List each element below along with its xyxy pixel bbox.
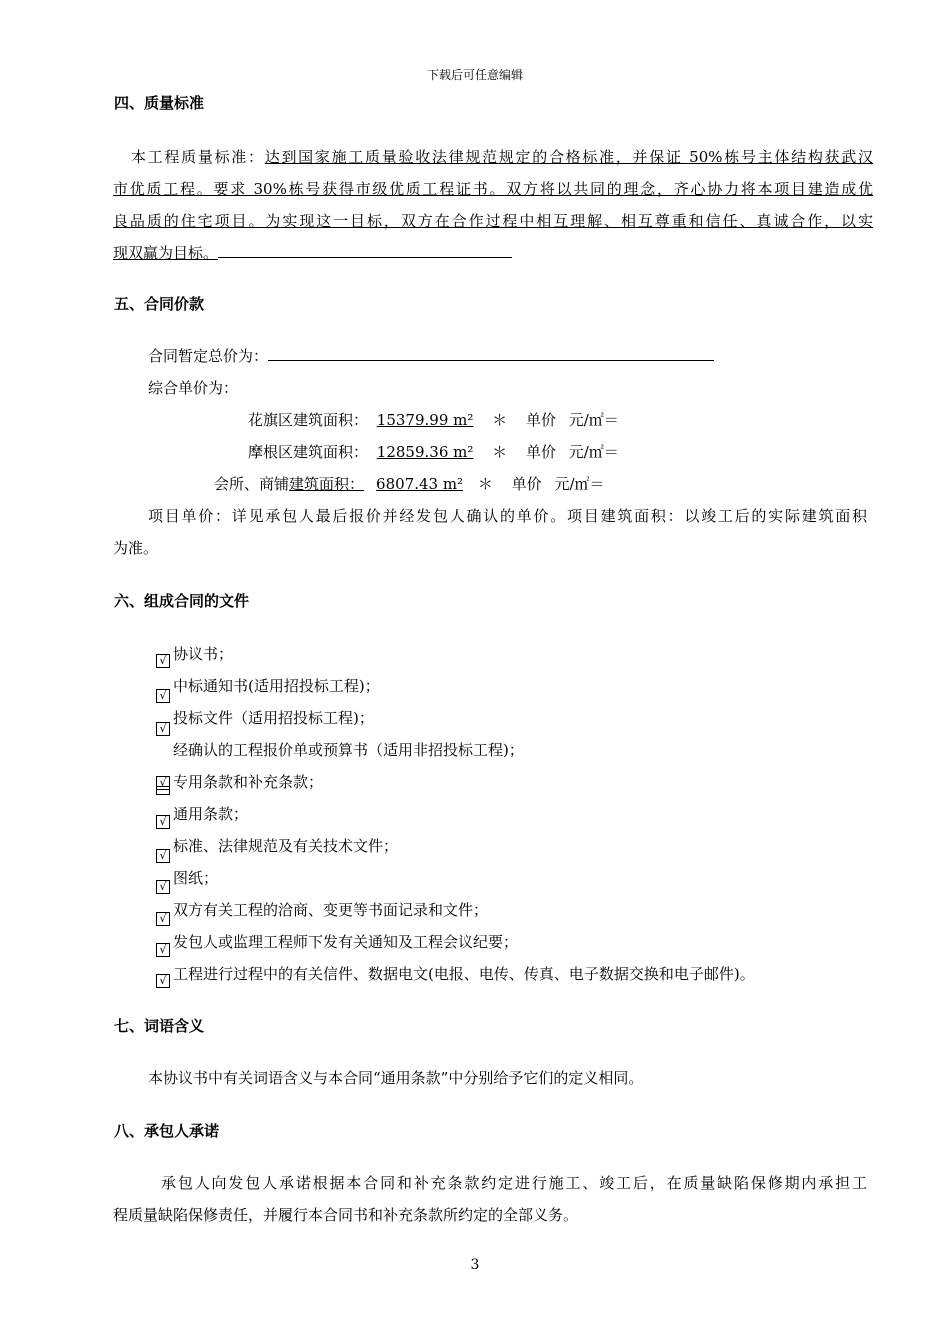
check-icon: √ (156, 849, 170, 863)
document-item: 双方有关工程的洽商、变更等书面记录和文件； (173, 901, 489, 919)
quality-line-4-text: 现双赢为目标。 (113, 244, 219, 262)
check-icon (156, 786, 170, 795)
check-icon: √ (156, 974, 170, 988)
price-row-unit: 元/㎡＝ (554, 475, 605, 493)
quality-line-2: 市优质工程。要求 30%栋号获得市级优质工程证书。双方将以共同的理念，齐心协力将本项目建造成优 (113, 180, 873, 198)
page-number: 3 (470, 1257, 480, 1273)
document-item: 投标文件（适用招投标工程)； (173, 709, 374, 727)
price-row-huaqi (248, 409, 619, 430)
price-row-op: ＊ (492, 443, 508, 461)
price-row-label: 建筑面积： (289, 475, 365, 493)
promise-line-2: 程质量缺陷保修责任，并履行本合同书和补充条款所约定的全部义务。 (113, 1206, 579, 1224)
unit-price-label: 综合单价为： (148, 379, 239, 397)
document-item: 通用条款； (173, 805, 249, 823)
section-heading-promise: 八、承包人承诺 (114, 1122, 220, 1140)
price-note-line-2: 为准。 (113, 539, 159, 557)
total-price-row (148, 345, 714, 366)
check-icon: √ (156, 912, 170, 926)
quality-line-3: 良品质的住宅项目。为实现这一目标，双方在合作过程中相互理解、相互尊重和信任、真诚合作，以实 (113, 212, 873, 230)
document-item: 工程进行过程中的有关信件、数据电文(电报、电传、传真、电子数据交换和电子邮件)。 (173, 965, 755, 983)
page-header: 下载后可任意编辑 (426, 68, 523, 82)
document-item: 发包人或监理工程师下发有关通知及工程会议纪要； (173, 933, 519, 951)
section-heading-documents: 六、组成合同的文件 (114, 592, 250, 610)
quality-lead: 本工程质量标准： (131, 148, 265, 166)
quality-line-4 (113, 242, 512, 263)
document-item: 图纸； (173, 869, 219, 887)
price-row-area: 6807.43 m² (376, 475, 464, 493)
check-icon: √ (156, 689, 170, 703)
price-row-unit: 元/㎡＝ (568, 443, 619, 461)
price-row-clubhouse (214, 473, 605, 494)
price-row-label: 摩根区建筑面积： (248, 443, 369, 461)
price-row-op: ＊ (492, 411, 508, 429)
document-item: 经确认的工程报价单或预算书（适用非招投标工程)； (173, 741, 524, 759)
check-icon: √ (156, 654, 170, 668)
total-price-blank (268, 359, 714, 361)
price-row-area: 12859.36 m² (376, 443, 474, 461)
price-row-label: 花旗区建筑面积： (248, 411, 369, 429)
document-item: 专用条款和补充条款； (173, 773, 324, 791)
total-price-label: 合同暂定总价为： (148, 347, 269, 365)
document-item: 中标通知书(适用招投标工程)； (173, 677, 380, 695)
price-row-label-prefix: 会所、商铺 (214, 475, 290, 493)
price-row-op: ＊ (477, 475, 493, 493)
terms-text: 本协议书中有关词语含义与本合同“通用条款”中分别给予它们的定义相同。 (148, 1069, 644, 1087)
section-heading-price: 五、合同价款 (114, 295, 205, 313)
check-icon: √ (156, 880, 170, 894)
quality-line-1 (113, 146, 873, 167)
price-row-price-label: 单价 (525, 443, 556, 461)
section-heading-terms: 七、词语含义 (114, 1017, 205, 1035)
price-note-line-1: 项目单价：详见承包人最后报价并经发包人确认的单价。项目建筑面积：以竣工后的实际建筑面积 (148, 507, 867, 525)
price-row-unit: 元/㎡＝ (568, 411, 619, 429)
price-row-area: 15379.99 m² (376, 411, 474, 429)
document-item: 标准、法律规范及有关技术文件； (173, 837, 399, 855)
check-icon: √ (156, 722, 170, 736)
quality-standard-text: 达到国家施工质量验收法律规范规定的合格标准，并保证 50%栋号主体结构获武汉 (264, 148, 873, 166)
price-row-price-label: 单价 (511, 475, 542, 493)
promise-line-1: 承包人向发包人承诺根据本合同和补充条款约定进行施工、竣工后，在质量缺陷保修期内承担工 (161, 1174, 867, 1192)
document-item: 协议书； (173, 645, 234, 663)
check-icon: √ (156, 776, 170, 790)
price-row-morgan (248, 441, 619, 462)
check-icon: √ (156, 815, 170, 829)
quality-blank-line (218, 256, 512, 258)
section-heading-quality: 四、质量标准 (114, 94, 205, 112)
price-row-price-label: 单价 (525, 411, 556, 429)
check-icon: √ (156, 943, 170, 957)
